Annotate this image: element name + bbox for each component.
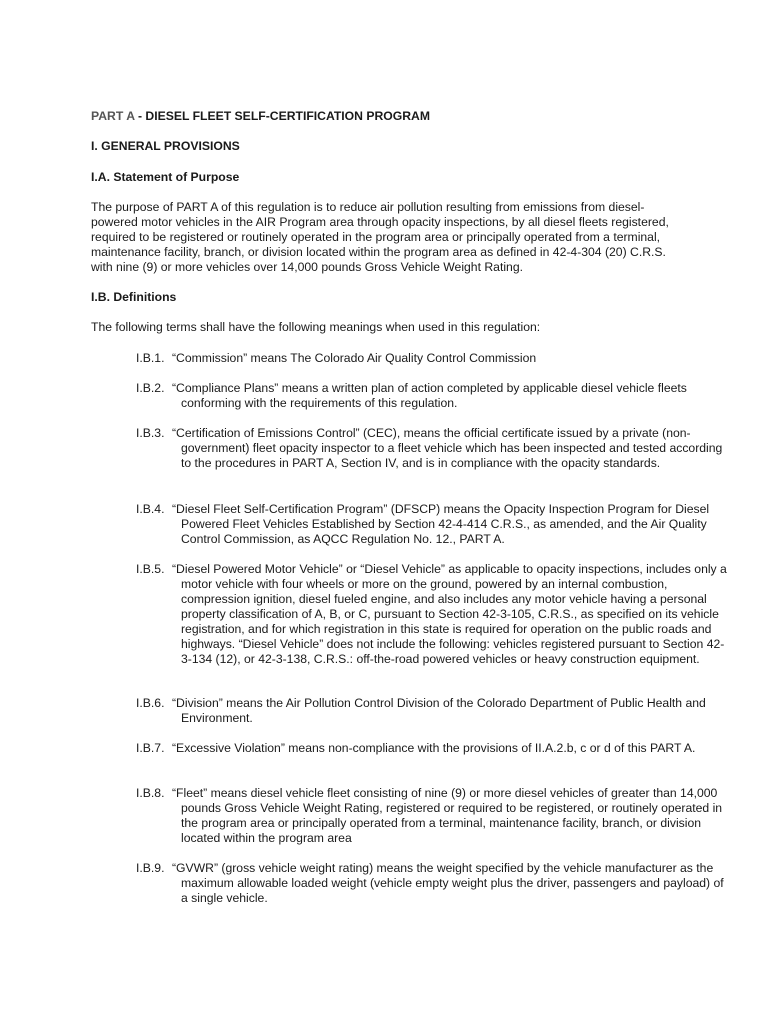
part-label: PART A (91, 109, 135, 123)
definition-item (136, 426, 729, 471)
definition-item (136, 502, 729, 547)
definition-item (136, 381, 729, 411)
definition-text: “Division” means the Air Pollution Control Division of the Colorado Department of Public Health and Environment. (172, 696, 706, 725)
section-heading-statement-of-purpose: I.A. Statement of Purpose (91, 170, 240, 184)
definition-item (136, 351, 729, 366)
definition-text: “Certification of Emissions Control” (CEC), means the official certificate issued by a private (non-government) fleet opacity inspector to a fleet vehicle which has been inspected and tested according to the procedures in PART A, Section IV, and is in compliance with the opacity standards. (172, 426, 723, 470)
section-heading-definitions: I.B. Definitions (91, 290, 177, 304)
definition-number: I.B.5. (136, 562, 165, 576)
definition-number: I.B.3. (136, 426, 165, 440)
definition-text: “Fleet” means diesel vehicle fleet consisting of nine (9) or more diesel vehicles of greater than 14,000 pounds Gross Vehicle Weight Rating, registered or required to be registered, or routinely operated in the program area or principally operated from a terminal, maintenance facility, branch, or division located within the program area (172, 786, 723, 845)
section-heading-general-provisions: I. GENERAL PROVISIONS (91, 139, 240, 153)
definitions-intro: The following terms shall have the following meanings when used in this regulation: (91, 320, 541, 334)
definition-text: “Commission” means The Colorado Air Quality Control Commission (172, 351, 537, 365)
definition-text: “GVWR” (gross vehicle weight rating) means the weight specified by the vehicle manufacturer as the maximum allowable loaded weight (vehicle empty weight plus the driver, passengers and payload) of a single vehicle. (172, 861, 724, 905)
definition-item (136, 562, 729, 667)
definition-number: I.B.2. (136, 381, 165, 395)
definition-number: I.B.1. (136, 351, 165, 365)
definition-number: I.B.6. (136, 696, 165, 710)
definition-number: I.B.7. (136, 741, 165, 755)
definition-number: I.B.4. (136, 502, 165, 516)
definition-text: “Diesel Fleet Self-Certification Program” (DFSCP) means the Opacity Inspection Program for Diesel Powered Fleet Vehicles Established by Section 42-4-414 C.R.S., as amended, and the Air Quality Control Commission, as AQCC Regulation No. 12., PART A. (172, 502, 710, 546)
definition-item (136, 786, 729, 846)
definition-number: I.B.8. (136, 786, 165, 800)
definition-text: “Excessive Violation” means non-compliance with the provisions of II.A.2.b, c or d of this PART A. (172, 741, 696, 755)
definition-number: I.B.9. (136, 861, 165, 875)
definition-item (136, 741, 729, 756)
definition-item (136, 696, 729, 726)
definition-text: “Diesel Powered Motor Vehicle” or “Diesel Vehicle” as applicable to opacity inspections, includes only a motor vehicle with four wheels or more on the ground, powered by an internal combustion, compression ignition, diesel fueled engine, and also includes any motor vehicle having a personal property classification of A, B, or C, pursuant to Section 42-3-105, C.R.S., as specified on its vehicle registration, and for which registration in this state is required for operation on the public roads and highways. “Diesel Vehicle” does not include the following: vehicles registered pursuant to Section 42-3-134 (12), or 42-3-138, C.R.S.: off-the-road powered vehicles or heavy construction equipment. (172, 562, 727, 666)
purpose-paragraph: The purpose of PART A of this regulation is to reduce air pollution resulting from emissions from diesel-powered motor vehicles in the AIR Program area through opacity inspections, by all diesel fleets registered, required to be registered or routinely operated in the program area or principally operated from a terminal, maintenance facility, branch, or division located within the program area as defined in 42-4-304 (20) C.R.S. with nine (9) or more vehicles over 14,000 pounds Gross Vehicle Weight Rating. (91, 200, 669, 274)
definition-item (136, 861, 729, 906)
definition-text: “Compliance Plans” means a written plan of action completed by applicable diesel vehicle fleets conforming with the requirements of this regulation. (172, 381, 687, 410)
part-title (91, 109, 691, 124)
part-title-text: - DIESEL FLEET SELF-CERTIFICATION PROGRAM (134, 109, 430, 123)
